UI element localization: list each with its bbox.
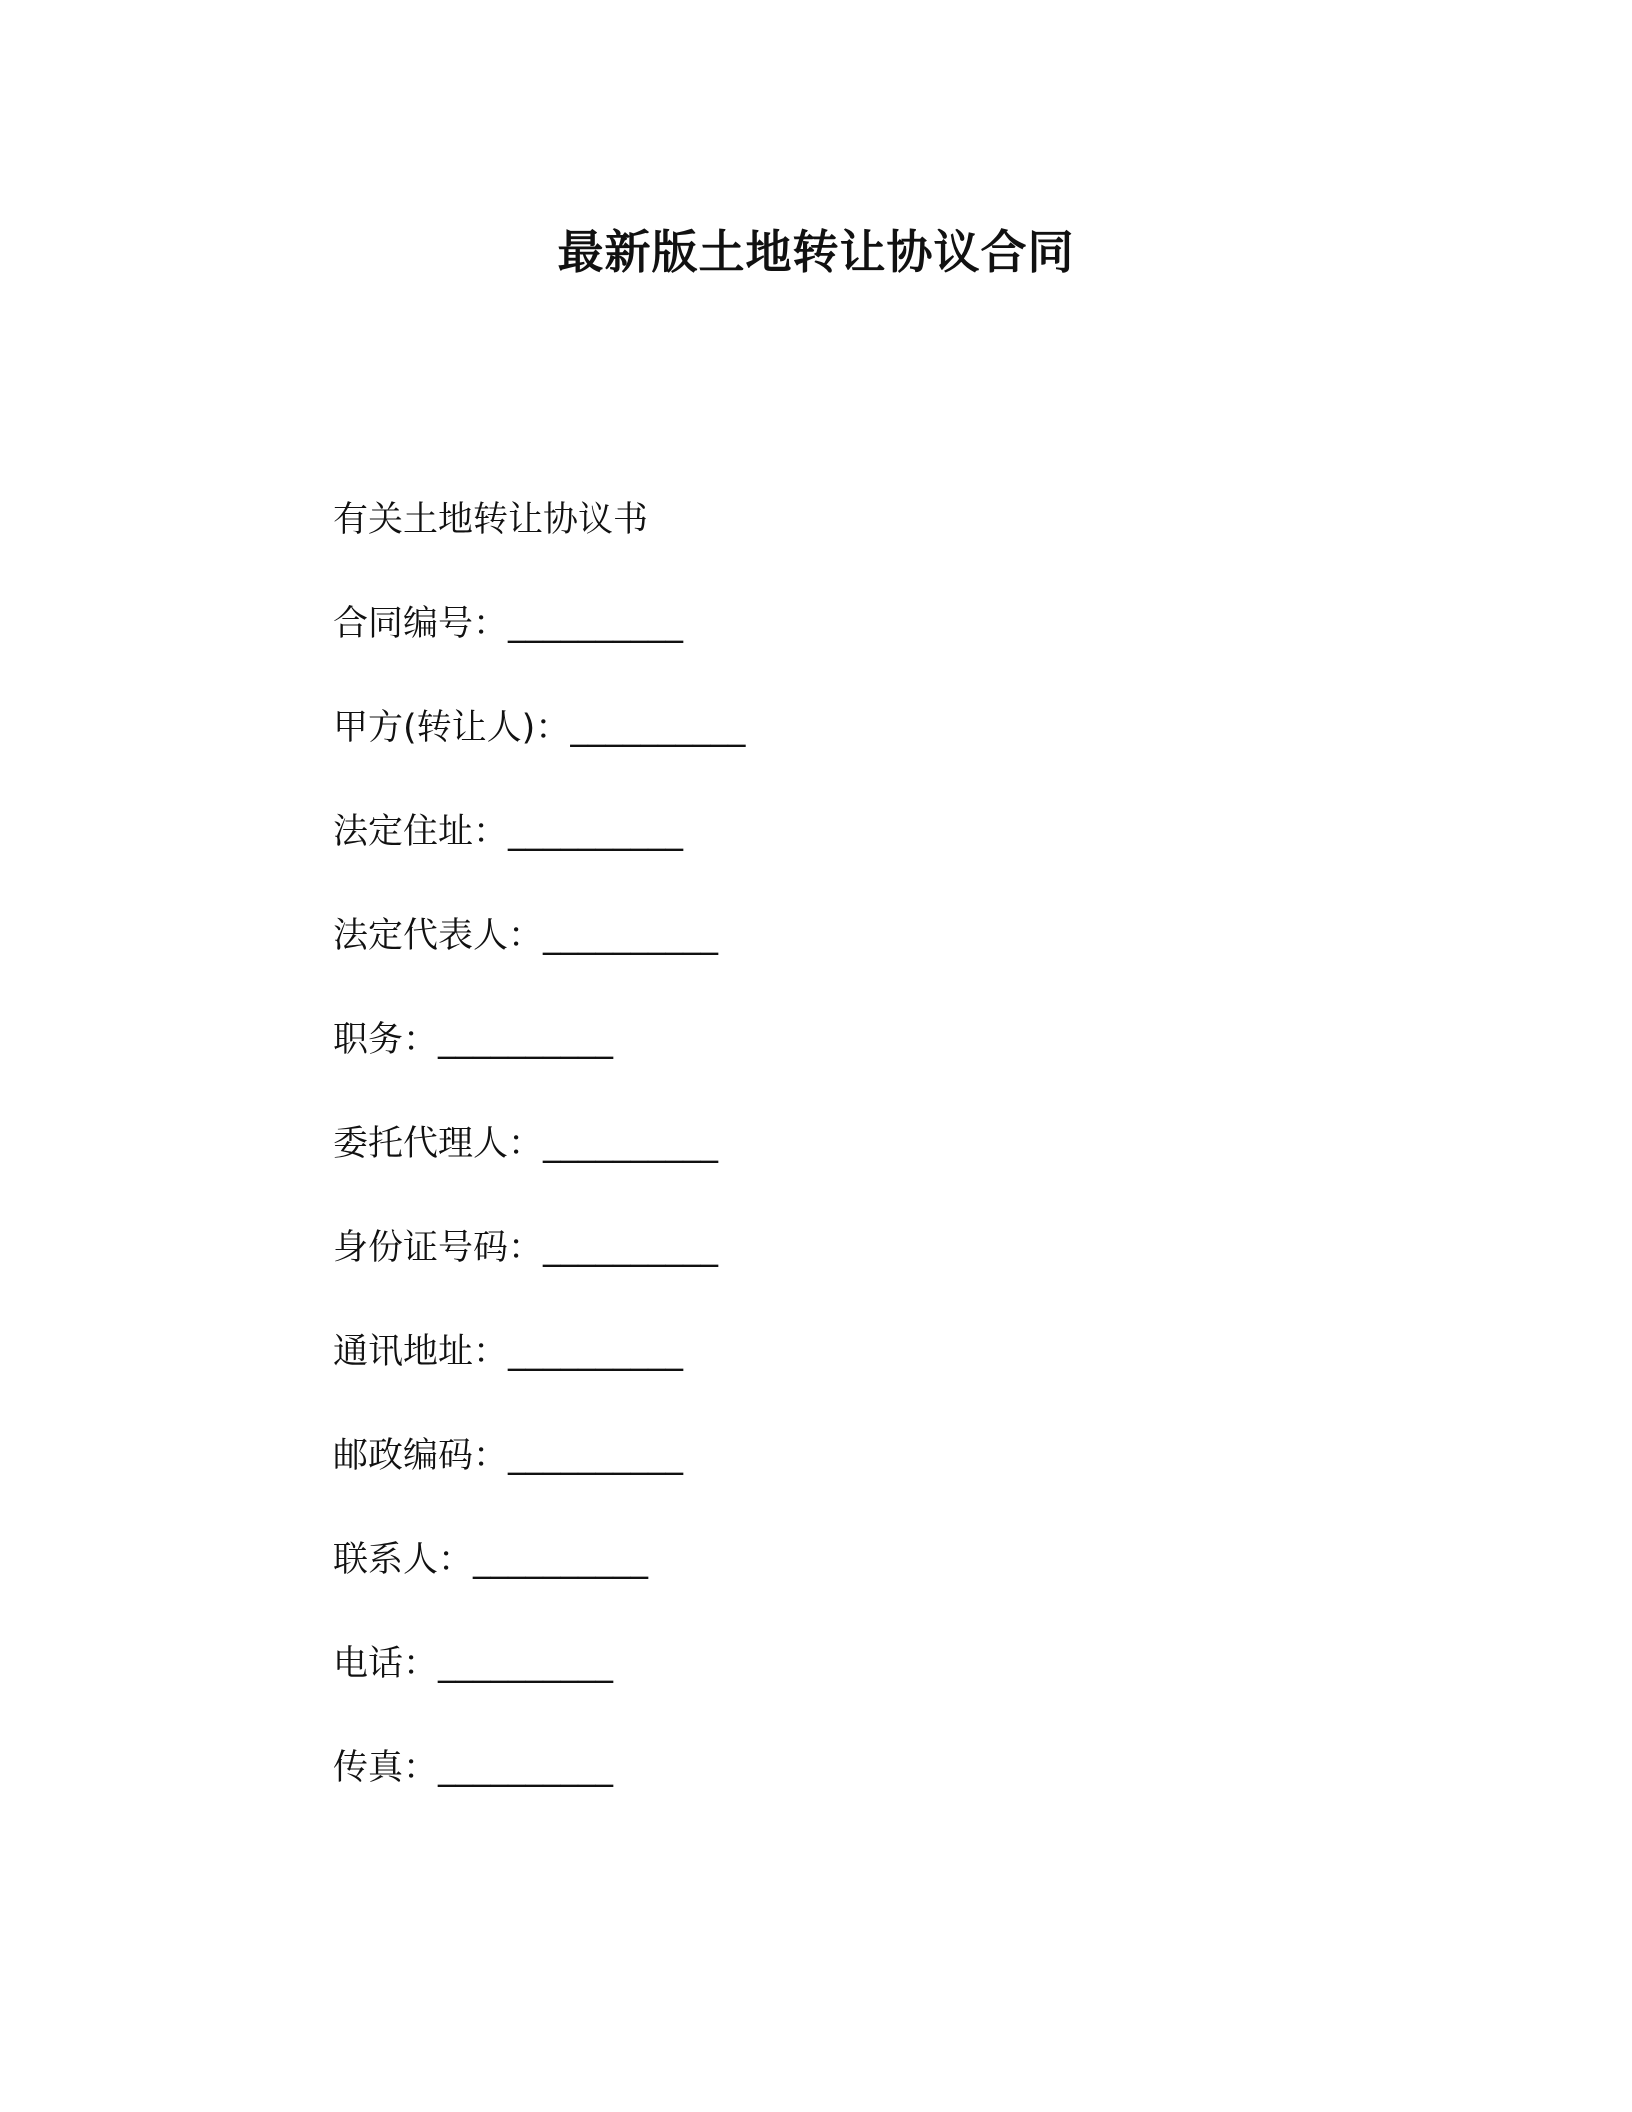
field-blank: __________ [570,708,746,748]
field-id-number [333,1218,1433,1278]
field-blank: __________ [508,604,684,644]
field-label: 职务： [333,1020,439,1060]
field-blank: __________ [543,1124,719,1164]
field-label: 甲方(转让人)： [333,708,571,748]
field-label: 委托代理人： [333,1124,544,1164]
field-contract-number [333,594,1433,654]
field-contact-person [333,1530,1433,1590]
field-blank: __________ [438,1020,614,1060]
field-blank: __________ [543,916,719,956]
document-title: 最新版土地转让协议合同 [557,225,1075,279]
field-label: 合同编号： [333,604,509,644]
field-blank: __________ [508,1436,684,1476]
field-label: 法定住址： [333,812,509,852]
field-party-a [333,698,1433,758]
field-legal-address [333,802,1433,862]
field-blank: __________ [508,812,684,852]
contract-field-list [333,594,1433,1798]
field-postal-code [333,1426,1433,1486]
field-fax [333,1738,1433,1798]
field-blank: __________ [473,1540,649,1580]
field-blank: __________ [543,1228,719,1268]
field-label: 传真： [333,1748,439,1788]
field-phone [333,1634,1433,1694]
field-label: 通讯地址： [333,1332,509,1372]
field-label: 电话： [333,1644,439,1684]
field-legal-representative [333,906,1433,966]
field-blank: __________ [508,1332,684,1372]
field-authorized-agent [333,1114,1433,1174]
field-mailing-address [333,1322,1433,1382]
field-blank: __________ [438,1644,614,1684]
document-subtitle: 有关土地转让协议书 [333,500,649,540]
document-body [333,490,1433,1842]
field-label: 法定代表人： [333,916,544,956]
field-blank: __________ [438,1748,614,1788]
field-label: 联系人： [333,1540,474,1580]
field-label: 邮政编码： [333,1436,509,1476]
field-label: 身份证号码： [333,1228,544,1268]
field-position [333,1010,1433,1070]
